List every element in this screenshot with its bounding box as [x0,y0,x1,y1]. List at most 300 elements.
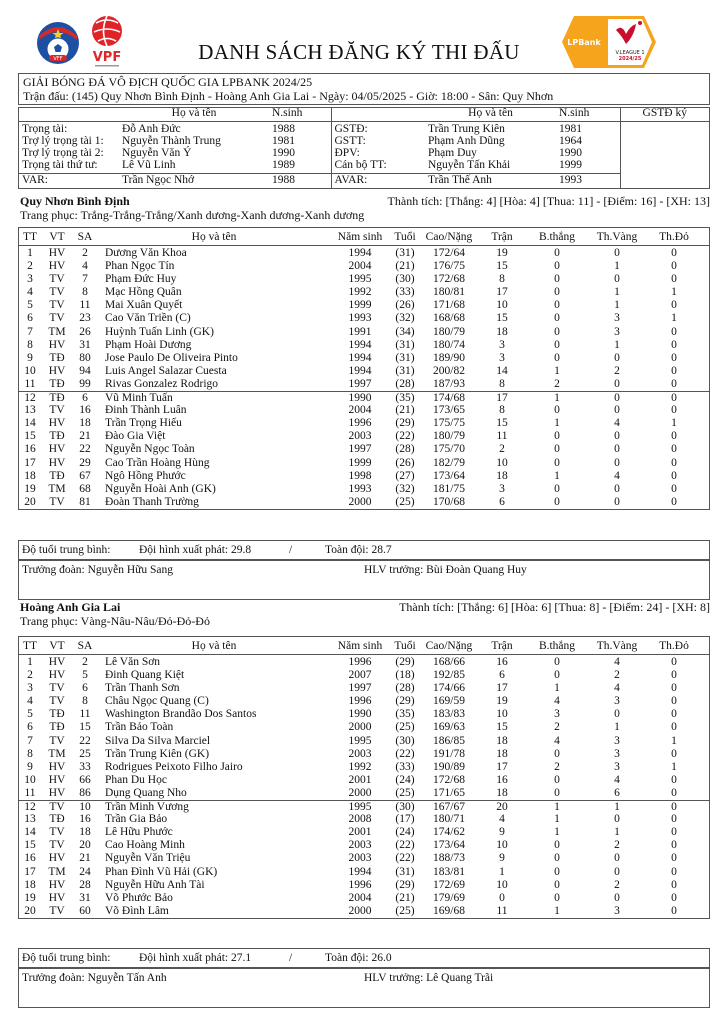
col-height-weight: 172/68 [433,773,465,786]
col-shirt-number: 22 [79,734,91,747]
col-age-header: Tuổi [394,231,416,243]
col-yellow-cards: 0 [614,865,620,878]
substitute-player-row [19,800,709,813]
col-birth-year: 2000 [348,495,372,508]
officials-table [18,107,710,189]
col-player-name: Vũ Minh Tuấn [105,392,173,405]
col-matches: 15 [496,417,508,430]
avg-age-starting: Đội hình xuất phát: 29.8 [139,544,252,556]
col-goals: 0 [554,299,560,312]
col-yellow-cards: 0 [614,813,620,826]
col-birth-year: 1990 [348,392,372,405]
col-birth-year: 2003 [348,852,372,865]
col-height-weight: 176/75 [433,260,465,273]
col-matches: 10 [496,708,508,721]
col-goals-header: B.thắng [538,640,576,652]
col-yellow-cards: 0 [614,377,620,390]
col-yellow-cards: 1 [614,801,620,814]
col-age: (31) [395,865,415,878]
col-player-name: Châu Ngọc Quang (C) [105,695,209,708]
col-height-weight: 175/75 [433,417,465,430]
col-player-name: Cao Văn Triền (C) [105,312,191,325]
col-shirt-number: 68 [79,482,91,495]
col-tt: 16 [24,443,36,456]
col-player-name: Nguyễn Ngọc Toàn [105,443,195,456]
col-shirt-number: 25 [79,747,91,760]
col-tt: 4 [27,695,33,708]
col-yellow-cards: 2 [614,669,620,682]
col-tt: 15 [24,430,36,443]
col-matches: 15 [496,312,508,325]
col-height-weight: 174/62 [433,826,465,839]
svg-text:VPF: VPF [92,50,122,65]
col-goals: 0 [554,443,560,456]
avg-age-label: Độ tuổi trung bình: [22,544,111,556]
col-yellow-cards: 3 [614,695,620,708]
col-birth-year: 1994 [348,364,372,377]
col-shirt-number-header: SA [77,231,93,243]
col-height-weight: 169/59 [433,695,465,708]
col-goals: 0 [554,656,560,668]
col-tt: 6 [27,721,33,734]
col-tt: 15 [24,839,36,852]
substitute-player-row [19,866,709,879]
col-red-cards: 0 [671,469,677,482]
col-position: TĐ [49,430,65,443]
col-matches: 17 [496,286,508,299]
starting-player-row [19,365,709,378]
col-player-name: Mạc Hồng Quân [105,286,182,299]
col-tt: 11 [24,786,36,799]
col-birth-year: 1995 [348,734,372,747]
col-red-cards: 0 [671,377,677,390]
col-birth-year: 2000 [348,721,372,734]
substitute-player-row [19,879,709,892]
col-goals: 0 [554,273,560,286]
col-age: (22) [395,852,415,865]
col-birth-year: 1994 [348,865,372,878]
col-tt: 18 [24,878,36,891]
col-goals: 0 [554,430,560,443]
substitute-player-row [19,470,709,483]
col-shirt-number: 11 [79,708,91,721]
starting-player-row [19,656,709,669]
col-red-cards: 0 [671,392,677,405]
col-height-weight: 173/65 [433,404,465,417]
col-goals: 0 [554,669,560,682]
col-matches: 6 [499,669,505,682]
col-height-weight: 188/73 [433,852,465,865]
col-player-name: Rodrigues Peixoto Filho Jairo [105,760,243,773]
col-yellow-cards: 0 [614,891,620,904]
col-red-cards: 0 [671,325,677,338]
col-tt: 14 [24,826,36,839]
col-height-weight: 170/68 [433,495,465,508]
col-player-name: Luis Angel Salazar Cuesta [105,364,227,377]
col-tt: 10 [24,364,36,377]
team-manager: Trưởng đoàn: Nguyễn Tấn Anh [22,972,167,984]
col-height-weight: 171/68 [433,299,465,312]
col-red-cards: 0 [671,852,677,865]
col-year-header: N.sinh [556,108,620,121]
avg-age-all: Toàn đội: 26.0 [325,952,392,964]
col-birth-year: 1996 [348,656,372,668]
col-shirt-number: 6 [82,682,88,695]
col-shirt-number: 31 [79,338,91,351]
team-staff-box [18,968,710,1008]
col-player-name: Nguyễn Văn Triệu [105,852,191,865]
col-sign-header: GSTĐ ký [620,108,709,121]
starting-player-row [19,352,709,365]
starting-player-row [19,312,709,325]
col-yellow-cards: 3 [614,734,620,747]
col-tt: 11 [24,377,36,390]
col-tt: 5 [27,708,33,721]
col-position: HV [48,773,66,786]
col-matches: 18 [496,325,508,338]
col-age: (32) [395,482,415,495]
col-position: HV [48,656,66,668]
col-red-cards-header: Th.Đỏ [659,640,689,652]
col-position: TV [49,826,65,839]
col-position: TĐ [49,351,65,364]
col-player-name: Trần Minh Vương [105,801,189,814]
col-position: TĐ [49,813,65,826]
col-player-name: Rivas Gonzalez Rodrigo [105,377,219,390]
col-position: TM [48,325,66,338]
col-birth-year: 1993 [348,482,372,495]
col-player-name: Phan Du Học [105,773,167,786]
substitute-player-row [19,496,709,509]
substitute-player-row [19,483,709,496]
col-player-name: Mai Xuân Quyết [105,299,183,312]
col-position: TV [49,695,65,708]
col-red-cards: 0 [671,708,677,721]
substitute-player-row [19,852,709,865]
col-birth-year: 1997 [348,377,372,390]
col-tt: 3 [27,273,33,286]
svg-text:VFF: VFF [53,56,63,62]
col-player-name: Võ Đình Lâm [105,904,169,917]
substitute-player-row [19,826,709,839]
col-age: (30) [395,734,415,747]
col-position: TV [49,273,65,286]
col-tt: 3 [27,682,33,695]
col-tt: 2 [27,260,33,273]
col-tt: 10 [24,773,36,786]
col-red-cards: 0 [671,495,677,508]
col-matches: 3 [499,482,505,495]
col-shirt-number: 15 [79,721,91,734]
col-position: HV [48,760,66,773]
col-matches: 10 [496,299,508,312]
col-goals: 0 [554,865,560,878]
col-goals: 2 [554,721,560,734]
starting-player-row [19,748,709,761]
col-age: (29) [395,878,415,891]
starting-player-row [19,708,709,721]
team-manager: Trưởng đoàn: Nguyễn Hữu Sang [22,564,174,576]
avg-age-all: Toàn đội: 28.7 [325,544,392,556]
col-age: (34) [395,325,415,338]
col-tt: 13 [24,404,36,417]
col-position: HV [48,786,66,799]
col-shirt-number: 24 [79,865,91,878]
team-kit: Trang phục: Vàng-Nâu-Nâu/Đỏ-Đỏ-Đỏ [20,614,210,628]
col-birth-year: 1996 [348,695,372,708]
official-row: Trọng tài thứ tư: Lê Vũ Linh 1989 Cán bộ TT: Nguyễn Tấn Khải 1999 [22,159,582,172]
starting-player-row [19,721,709,734]
col-shirt-number: 60 [79,904,91,917]
roster-table [18,636,710,919]
col-position-header: VT [49,640,65,652]
col-age: (28) [395,682,415,695]
col-yellow-cards: 3 [614,747,620,760]
col-goals: 0 [554,351,560,364]
col-player-name: Trần Thanh Sơn [105,682,180,695]
col-position: HV [48,247,66,259]
starting-player-row [19,735,709,748]
col-age: (31) [395,351,415,364]
col-position: HV [48,456,66,469]
col-yellow-cards: 1 [614,721,620,734]
col-birth-year: 2008 [348,813,372,826]
col-matches: 8 [499,377,505,390]
col-yellow-cards: 0 [614,443,620,456]
col-shirt-number: 21 [79,430,91,443]
col-position: TV [49,904,65,917]
col-shirt-number: 7 [82,273,88,286]
col-tt: 12 [24,801,36,814]
svg-text:2024/25: 2024/25 [618,56,642,62]
col-red-cards: 0 [671,443,677,456]
col-tt: 16 [24,852,36,865]
col-matches: 1 [499,865,505,878]
col-birth-year-header: Năm sinh [337,231,383,243]
col-goals-header: B.thắng [538,231,576,243]
col-matches: 8 [499,273,505,286]
col-shirt-number: 23 [79,312,91,325]
col-goals: 0 [554,286,560,299]
col-shirt-number: 29 [79,456,91,469]
col-height-weight: 186/85 [433,734,465,747]
col-height-weight: 168/68 [433,312,465,325]
col-birth-year: 1998 [348,469,372,482]
page-title: DANH SÁCH ĐĂNG KÝ THI ĐẤU [198,40,520,64]
col-red-cards: 0 [671,364,677,377]
col-yellow-cards: 0 [614,495,620,508]
col-yellow-cards: 0 [614,456,620,469]
col-age: (25) [395,786,415,799]
col-position: HV [48,878,66,891]
col-age: (29) [395,417,415,430]
col-height-weight: 180/74 [433,338,465,351]
col-shirt-number: 94 [79,364,91,377]
col-red-cards: 0 [671,786,677,799]
col-height-weight: 192/85 [433,669,465,682]
col-position: TV [49,312,65,325]
col-position: TV [49,286,65,299]
roster-header-row [19,228,709,246]
col-position: TM [48,865,66,878]
col-age: (22) [395,747,415,760]
col-goals: 4 [554,695,560,708]
col-position: TV [49,734,65,747]
col-goals: 2 [554,377,560,390]
col-shirt-number: 6 [82,392,88,405]
col-yellow-cards: 0 [614,404,620,417]
col-age: (21) [395,404,415,417]
col-position: HV [48,891,66,904]
col-tt: 17 [24,456,36,469]
col-position: TĐ [49,708,65,721]
substitute-player-row [19,417,709,430]
col-goals: 1 [554,813,560,826]
col-height-weight: 183/81 [433,865,465,878]
col-goals: 0 [554,260,560,273]
col-goals: 1 [554,469,560,482]
col-red-cards: 0 [671,813,677,826]
col-yellow-cards-header: Th.Vàng [596,640,638,652]
col-goals: 1 [554,682,560,695]
official-row: Trợ lý trọng tài 1: Nguyễn Thành Trung 1981 GSTT: Phạm Anh Dũng 1964 [22,134,582,147]
col-matches: 18 [496,786,508,799]
col-age: (33) [395,760,415,773]
col-age: (27) [395,469,415,482]
head-coach: HLV trưởng: Lê Quang Trãi [364,972,494,984]
col-birth-year: 1999 [348,299,372,312]
col-shirt-number: 81 [79,495,91,508]
substitute-player-row [19,457,709,470]
col-matches: 2 [499,443,505,456]
col-height-weight: 180/79 [433,430,465,443]
col-player-name: Cao Trần Hoàng Hùng [105,456,210,469]
starting-player-row [19,247,709,260]
col-player-name-header: Họ và tên [191,640,237,652]
col-yellow-cards: 4 [614,656,620,668]
col-goals: 0 [554,325,560,338]
official-row: Trợ lý trọng tài 2: Nguyễn Văn Ý 1990 ĐPV: Phạm Duy 1990 [22,147,582,160]
col-tt: 20 [24,495,36,508]
col-birth-year: 1995 [348,273,372,286]
starting-player-row [19,260,709,273]
col-player-name: Trần Gia Bảo [105,813,168,826]
col-birth-year: 1997 [348,443,372,456]
col-height-weight: 190/89 [433,760,465,773]
col-red-cards: 0 [671,404,677,417]
col-player-name: Dương Văn Khoa [105,247,187,259]
col-tt: 8 [27,338,33,351]
col-position: HV [48,669,66,682]
col-matches: 17 [496,760,508,773]
col-height-weight: 168/66 [433,656,465,668]
col-height-weight: 182/79 [433,456,465,469]
col-yellow-cards: 0 [614,273,620,286]
col-matches: 18 [496,734,508,747]
col-birth-year: 1990 [348,708,372,721]
col-red-cards: 0 [671,826,677,839]
col-birth-year: 1997 [348,682,372,695]
col-yellow-cards: 4 [614,773,620,786]
col-red-cards: 0 [671,865,677,878]
col-goals: 0 [554,878,560,891]
col-position: HV [48,417,66,430]
col-red-cards: 1 [671,760,677,773]
col-age: (29) [395,656,415,668]
col-matches: 20 [496,801,508,814]
starting-player-row [19,378,709,391]
col-height-weight: 180/79 [433,325,465,338]
col-age: (31) [395,338,415,351]
substitute-player-row [19,839,709,852]
col-tt: 12 [24,392,36,405]
col-matches: 11 [496,904,508,917]
col-birth-year: 1999 [348,456,372,469]
col-shirt-number: 10 [79,801,91,814]
col-matches: 17 [496,682,508,695]
col-shirt-number: 20 [79,839,91,852]
col-age: (29) [395,695,415,708]
col-height-weight-header: Cao/Nặng [425,231,473,243]
col-player-name: Phan Đình Vũ Hải (GK) [105,865,218,878]
col-shirt-number-header: SA [77,640,93,652]
col-age: (28) [395,377,415,390]
col-height-weight: 179/69 [433,891,465,904]
col-birth-year: 1994 [348,338,372,351]
col-yellow-cards: 0 [614,852,620,865]
col-age-header: Tuổi [394,640,416,652]
team-record: Thành tích: [Thắng: 6] [Hòa: 6] [Thua: 8] - [Điểm: 24] - [XH: 8] [399,600,710,614]
col-matches: 16 [496,656,508,668]
col-shirt-number: 67 [79,469,91,482]
col-shirt-number: 86 [79,786,91,799]
roster-rows [19,247,709,509]
col-player-name: Phan Ngọc Tín [105,260,175,273]
col-shirt-number: 80 [79,351,91,364]
col-position: TV [49,839,65,852]
col-red-cards: 0 [671,721,677,734]
col-birth-year: 2003 [348,839,372,852]
col-matches: 18 [496,747,508,760]
col-height-weight: 169/68 [433,904,465,917]
col-birth-year: 2004 [348,404,372,417]
col-shirt-number: 8 [82,286,88,299]
col-player-name: Lê Văn Sơn [105,656,161,668]
col-red-cards: 1 [671,312,677,325]
team-record: Thành tích: [Thắng: 4] [Hòa: 4] [Thua: 11] - [Điểm: 16] - [XH: 13] [387,194,710,208]
col-height-weight: 191/78 [433,747,465,760]
col-red-cards: 0 [671,482,677,495]
col-birth-year: 1992 [348,286,372,299]
signature-area [620,121,709,188]
col-yellow-cards: 0 [614,392,620,405]
col-red-cards: 1 [671,286,677,299]
col-tt: 8 [27,747,33,760]
col-matches: 10 [496,839,508,852]
col-height-weight: 174/66 [433,682,465,695]
col-birth-year: 1991 [348,325,372,338]
col-birth-year: 2003 [348,747,372,760]
col-goals: 1 [554,417,560,430]
col-shirt-number: 22 [79,443,91,456]
col-position-header: VT [49,231,65,243]
col-player-name: Phạm Đức Huy [105,273,177,286]
col-goals: 1 [554,392,560,405]
col-matches: 4 [499,813,505,826]
col-player-name-header: Họ và tên [191,231,237,243]
avg-age-slash: / [289,952,293,964]
col-position: HV [48,260,66,273]
